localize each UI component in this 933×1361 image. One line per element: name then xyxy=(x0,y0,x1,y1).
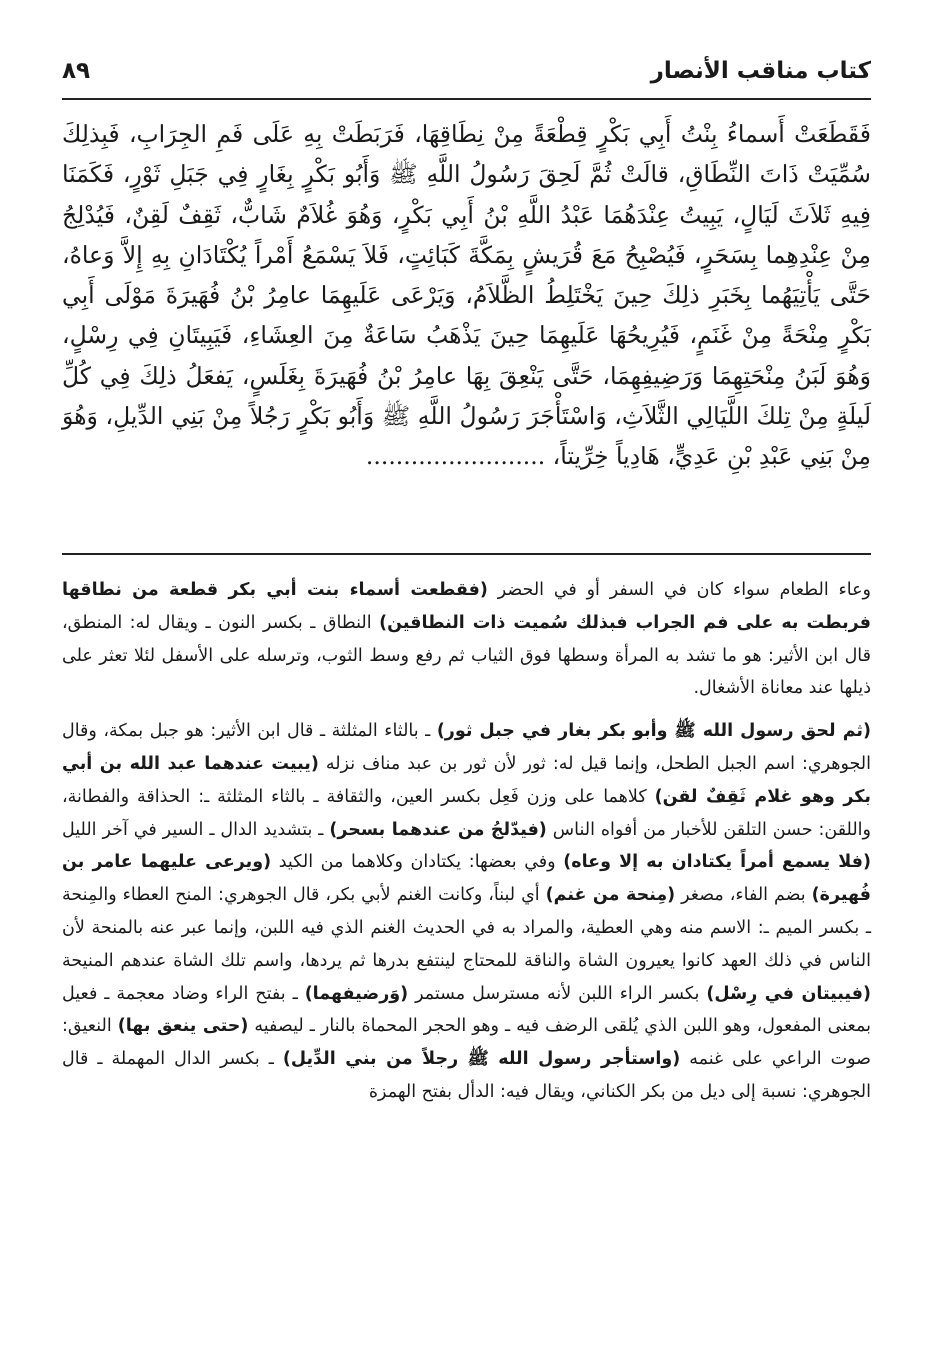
quoted-hadith-phrase: (فقطعت أسماء بنت أبي بكر قطعة من نطاقها فربطت به على فم الجراب فبذلك سُميت ذات النطاقين) xyxy=(62,580,872,633)
quoted-hadith-phrase: (فيدّلجُ من عندهما بسحر) xyxy=(329,819,547,840)
commentary-segment: ـ بتشديد الدال ـ السير في آخر الليل xyxy=(62,819,330,840)
quoted-hadith-phrase: (واستأجر رسول الله ﷺ رجلاً من بني الدِّيل) xyxy=(282,1049,681,1070)
quoted-hadith-phrase: (فيبيتان في رِسْل) xyxy=(706,983,871,1004)
footnote-separator xyxy=(62,553,871,555)
commentary xyxy=(62,574,871,1109)
quoted-hadith-phrase: (مِنحة من غنم) xyxy=(545,885,676,906)
commentary-segment: أي لبناً، وكانت الغنم لأبي بكر، قال الجوهري: المنح العطاء والمِنحة ـ بكسر الميم ـ: الاسم منه وهي العطية، والمراد به في الحديث الغنم الذي فيه اللبن، وإنما عبر عنه بالمنحة لأن الناس في ذلك العهد كانوا يعيرون الشاة والناقة للمحتاج لينتفع بدرها ثم يردها، واسم تلك الشاة عندهم المنيحة xyxy=(62,885,871,971)
quoted-hadith-phrase: (ويرعى عليهما عامر بن فُهيرة) xyxy=(62,852,871,906)
quoted-hadith-phrase: (يبيت عندهما عبد الله بن أبي بكر وهو غلام ثَقِفٌ لقن) xyxy=(62,753,871,807)
commentary-segment: بضم الفاء، مصغر xyxy=(675,885,812,906)
commentary-segment: وفي بعضها: يكتادان وكلاهما من الكيد xyxy=(271,852,564,873)
commentary-paragraph-2 xyxy=(62,715,871,1109)
quoted-hadith-phrase: (فلا يسمع أمراً يكتادان به إلا وعاه) xyxy=(563,852,871,873)
commentary-segment: بكسر الراء اللبن لأنه مسترسل مستمر xyxy=(408,983,707,1004)
quoted-hadith-phrase: (ثم لحق رسول الله ﷺ وأبو بكر بغار في جبل ثور) xyxy=(436,721,871,742)
commentary-segment: كلاهما على وزن فَعِل بكسر العين، والثقافة ـ بالثاء المثلثة ـ: الحذاقة والفطانة، واللقن: حسن التلقن للأخبار من أفواه الناس xyxy=(62,786,871,840)
running-title: كتاب مناقب الأنصار xyxy=(650,58,871,84)
main-hadith-text: فَقَطَعَتْ أَسماءُ بِنْتُ أَبِي بَكْرٍ قِطْعَةً مِنْ نِطَاقِهَا، فَرَبَطَتْ بِهِ عَلَى فَمِ الجِرَابِ، فَبِذلِكَ سُمِّيَتْ ذَاتَ النِّطَاقِ، قالَتْ ثُمَّ لَحِقَ رَسُولُ اللَّهِ ﷺ وَأَبُو بَكْرٍ بِغَارٍ فِي جَبَلِ ثَوْرٍ، فَكَمَنَا فِيهِ ثَلاَثَ لَيَالٍ، يَبِيتُ عِنْدَهُمَا عَبْدُ اللَّهِ بْنُ أَبِي بَكْرٍ، وَهُوَ غُلاَمٌ شَابٌّ، ثَقِفٌ لَقِنٌ، فَيُدْلِجُ مِنْ عِنْدِهِما بِسَحَرٍ، فَيُصْبِحُ مَعَ قُرَيشٍ بِمَكَّةَ كَبَائِتٍ، فَلاَ يَسْمَعُ أَمْراً يُكْتَادَانِ بِهِ إِلاَّ وَعاهُ، حَتَّى يَأْتِيَهُما بِخَبَرِ ذلِكَ حِينَ يَخْتَلِطُ الظَّلاَمُ، وَيَرْعَى عَلَيهِمَا عامِرُ بْنُ فُهَيرَةَ مَوْلَى أَبِي بَكْرٍ مِنْحَةً مِنْ غَنَمٍ، فَيُرِيحُهَا عَلَيهِمَا حِينَ يَذْهَبُ سَاعَةٌ مِنَ العِشَاءِ، فَيَبِيتَانِ فِي رِسْلٍ، وَهُوَ لَبَنُ مِنْحَتِهِمَا وَرَضِيفِهِمَا، حَتَّى يَنْعِقَ بِهَا عامِرُ بْنُ فُهَيرَةَ بِغَلَسٍ، يَفعَلُ ذلِكَ فِي كُلِّ لَيلَةٍ مِنْ تِلكَ اللَّيَالِي الثَّلاَثِ، وَاسْتَأْجَرَ رَسُولُ اللَّهِ ﷺ وَأَبُو بَكْرٍ رَجُلاً مِنْ بَنِي الدِّيلِ، وَهُوَ مِنْ بَنِي عَبْدِ بْنِ عَدِيٍّ، هَادِياً خِرِّيتاً، ........................ xyxy=(62,120,871,471)
commentary-segment: ـ بالثاء المثلثة ـ قال ابن الأثير: هو جبل بمكة، وقال الجوهري: اسم الجبل الطحل، وإنما قيل له: ثور لأن ثور بن عبد مناف نزله xyxy=(62,721,871,774)
commentary-segment: النطاق ـ بكسر النون ـ ويقال له: المنطق، قال ابن الأثير: هو ما تشد به المرأة وسطها فوق الثياب ثم رفع وسط الثوب، وترسله على الأسفل لئلا تعثر على ذيلها عند معاناة الأشغال. xyxy=(62,612,871,699)
page-number: ٨٩ xyxy=(62,58,91,84)
quoted-hadith-phrase: (حتى ينعق بها) xyxy=(117,1016,249,1037)
commentary-segment: النعيق: صوت الراعي على غنمه xyxy=(62,1016,871,1070)
commentary-segment: ـ بكسر الدال المهملة ـ قال الجوهري: نسبة إلى ديل من بكر الكناني، ويقال فيه: الدأل بفتح الهمزة xyxy=(62,1049,871,1102)
commentary-segment: وعاء الطعام سواء كان في السفر أو في الحضر xyxy=(487,580,872,600)
quoted-hadith-phrase: (وَرضيفهما) xyxy=(304,983,409,1004)
commentary-paragraph-1 xyxy=(62,574,871,705)
page-header xyxy=(62,52,871,100)
commentary-segment: ـ بفتح الراء وضاد معجمة ـ فعيل بمعنى المفعول، وهو اللبن الذي يُلقى الرضف فيه ـ وهو الحجر المحماة بالنار ـ ليصفيه xyxy=(62,983,871,1037)
